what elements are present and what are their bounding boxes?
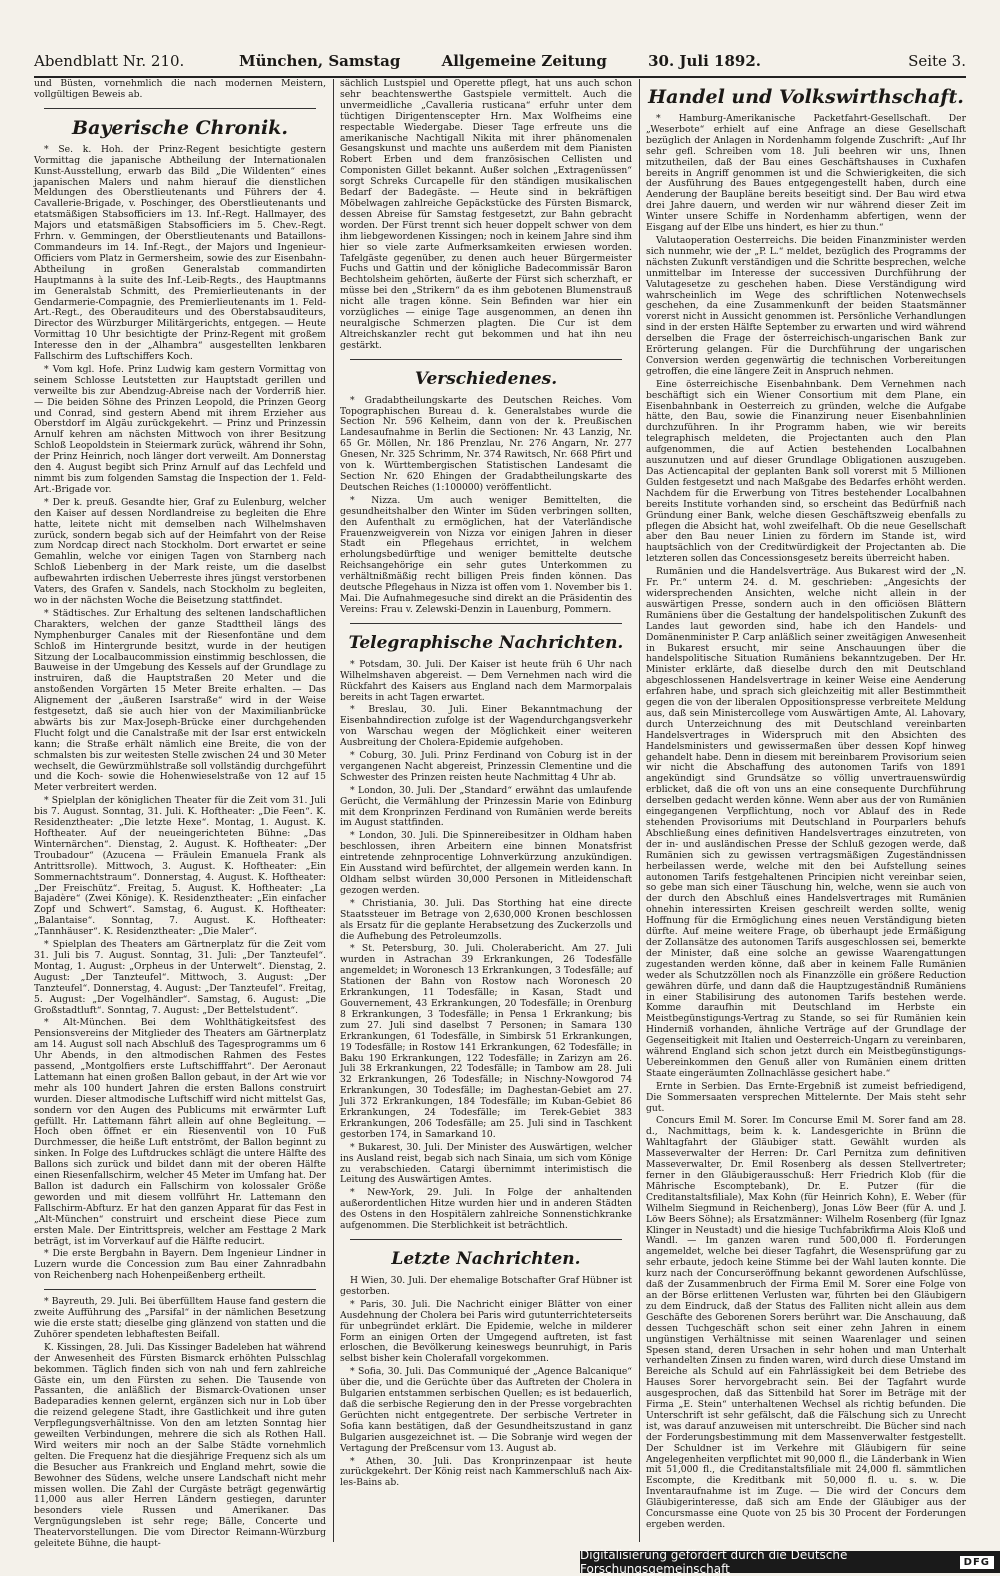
section-heading: Telegraphische Nachrichten. bbox=[348, 632, 624, 653]
paragraph: * Hamburg-Amerikanische Packetfahrt-Gesellschaft. Der „Weserbote“ erhielt auf eine Anfrage an diese Gesellschaft bezüglich der Anlagen in Nordenhamm folgende Zuschrift: „Auf Ihr sehr gefl. Schreiben vom 18. Juli beehren wir uns, Ihnen mitzutheilen, daß der Bau eines Geschäftshauses in Cuxhafen bereits in Angriff genommen ist und die Schwierigkeiten, die sich der Ausführung des Baues entgegengestellt haben, durch eine Aenderung der Baupläne bereits beseitigt sind. Der Bau wird etwa drei Jahre dauern, und werden wir nur während dieser Zeit im Winter unsere Schiffe in Nordenhamm abfertigen, wenn der Eisgang auf der Elbe uns hindert, es hier zu thun.“ bbox=[646, 113, 966, 234]
paragraph: * Gradabtheilungskarte des Deutschen Reiches. Vom Topographischen Bureau d. k. Generalstabes wurde die Section Nr. 596 Kelheim, dann von der k. Preußischen Landesaufnahme in Berlin die Sectionen: Nr. 43 Lanzig, Nr. 65 Gr. Möllen, Nr. 186 Prenzlau, Nr. 276 Angarn, Nr. 277 Gnesen, Nr. 325 Schrimm, Nr. 374 Rawitsch, Nr. 668 Pfirt und von k. Württembergischen Statistischen Landesamt die Section Nr. 620 Ehingen der Gradabtheilungskarte des Deutschen Reiches (1:100000) veröffentlicht. bbox=[340, 394, 632, 493]
paragraph: * Bukarest, 30. Juli. Der Minister des Auswärtigen, welcher ins Ausland reist, begab sich nach Sinaia, um sich vom Könige zu verabschieden. Catargi übernimmt interimistisch die Leitung des Auswärtigen Amtes. bbox=[340, 1141, 632, 1186]
footer-text: Digitalisierung gefördert durch die Deutsche Forschungsgemeinschaft bbox=[580, 1548, 848, 1576]
paragraph: * Alt-München. Bei dem Wohlthätigkeitsfest des Pensionsvereins der Mitglieder des Theaters am Gärtnerplatz am 14. August soll nach Abschluß des Tagesprogramms um 6 Uhr Abends, in den altmodischen Rahmen des Festes passend, „Montgolfiers erste Luftschifffahrt“. Der Aeronaut Lattemann hat einen großen Ballon gebaut, in der Art wie vor mehr als 100 hundert Jahren die ersten Ballons construirt wurden. Dieser altmodische Luftschiff wird nicht mittelst Gas, sondern vor den Augen des Publicums mit erwärmter Luft gefüllt. Hr. Lattemann fährt allein auf ohne Begleitung. — Hoch oben öffnet er ein Riesenventil von 10 Fuß Durchmesser, die heiße Luft entströmt, der Ballon beginnt zu sinken. In Folge des Luftdruckes schlägt die untere Hälfte des Ballons sich zurück und bildet dann mit der oberen Hälfte einen Riesenfallschirm, welcher 45 Meter im Umfang hat. Der Ballon ist dadurch ein Fallschirm von kolossaler Größe geworden und mit diesem vollführt Hr. Lattemann den Fallschirm-Abfturz. Er hat den ganzen Apparat für das Fest in „Alt-München“ construirt und erscheint diese Piece zum ersten Male. Der Eintrittspreis, welcher am Festtage 2 Mark beträgt, ist im Vorverkauf auf die Hälfte reducirt. bbox=[34, 1017, 326, 1247]
newspaper-title: Allgemeine Zeitung bbox=[441, 51, 607, 70]
column-2 bbox=[340, 79, 632, 1542]
paragraph: Ernte in Serbien. Das Ernte-Ergebniß ist zumeist befriedigend, Die Sommersaaten versprechen Mittelernte. Der Mais steht sehr gut. bbox=[646, 1080, 966, 1114]
paragraph: H Wien, 30. Juli. Der ehemalige Botschafter Graf Hübner ist gestorben. bbox=[340, 1275, 632, 1297]
paragraph: und Büsten, vornehmlich die nach modernen Meistern, vollgültigen Beweis ab. bbox=[34, 78, 326, 100]
paragraph: Valutaoperation Oesterreichs. Die beiden Finanzminister werden sich nunmehr, wie der „P. L.“ meldet, bezüglich des Programms der nächsten Zukunft verständigen und die Schritte besprechen, welche unmittelbar im Interesse der successiven Durchführung der Valutagesetze zu geschehen haben. Diese Verständigung wird wahrscheinlich im Wege des schriftlichen Notenwechsels geschehen, da eine Zusammenkunft der beiden Staatsmänner vorerst nicht in Aussicht genommen ist. Persönliche Verhandlungen sind in der ersten Hälfte September zu erwarten und wird während derselben die Frage der österreichisch-ungarischen Bank zur Erörterung gelangen. Für die Durchführung der ungarischen Conversion werden gegenwärtig die technischen Vorbereitungen getroffen, die eine längere Zeit in Anspruch nehmen. bbox=[646, 234, 966, 377]
edition-label: Abendblatt Nr. 210. bbox=[34, 51, 185, 70]
section-heading: Handel und Volkswirthschaft. bbox=[648, 86, 964, 108]
paragraph: * Se. k. Hoh. der Prinz-Regent besichtigte gestern Vormittag die japanische Abtheilung der Internationalen Kunst-Ausstellung, erwarb das Bild „Die Wildenten“ eines japanischen Malers und nahm hierauf die dienstlichen Meldungen des Oberstlieutenants und Führers der 4. Cavallerie-Brigade, v. Poschinger, des Oberstlieutenants und etatsmäßigen Stabsofficiers im 13. Inf.-Regt. Hallmayer, des Majors und etatsmäßigen Stabsofficiers im 5. Chev.-Regt. Frhrn. v. Gemmingen, der Oberstlieutenants und Bataillons-Commandeurs im 14. Inf.-Regt., der Majors und Ingenieur-Officiers vom Platz in Germersheim, sowie des zur Eisenbahn-Abtheilung in großen Generalstab commandirten Hauptmanns à la suite des Inf.-Leib-Regts., des Hauptmanns im Generalstab Schmitt, des Premierlieutenants in der Gendarmerie-Compagnie, des Premierlieutenants im 1. Feld-Art.-Regt., des Oberauditeurs und des Oberstabsauditeurs, Director des Würzburger Militärgerichts, entgegen. — Heute Vormittag 10 Uhr besichtigte der Prinz-Regent mit großem Interesse den in der „Alhambra“ ausgestellten lenkbaren Fallschirm des Luftschiffers Koch. bbox=[34, 143, 326, 363]
column-1 bbox=[34, 78, 326, 1550]
paragraph: * Potsdam, 30. Juli. Der Kaiser ist heute früh 6 Uhr nach Wilhelmshaven abgereist. — Dem Vernehmen nach wird die Rückfahrt des Kaisers aus England nach dem Marmorpalais bereits in acht Tagen erwartet. bbox=[340, 658, 632, 703]
paragraph: * Bayreuth, 29. Juli. Bei überfülltem Hause fand gestern die zweite Aufführung des „Parsifal“ in der nämlichen Besetzung wie die erste statt; dieselbe ging glänzend von statten und die Zuhörer spendeten lebhaftesten Beifall. bbox=[34, 1296, 326, 1340]
city-date: München, Samstag bbox=[239, 51, 401, 70]
paragraph: * Der k. preuß. Gesandte hier, Graf zu Eulenburg, welcher den Kaiser auf dessen Nordlandreise zu begleiten die Ehre hatte, leitete nicht mit demselben nach Wilhelmshaven zurück, sondern begab sich auf der Heimfahrt von der Reise zum Nordcap direct nach Stockholm. Dort erwartet er seine Gemahlin, welche vor einigen Tagen von Starnberg nach Schloß Liebenberg in der Mark reiste, um die daselbst aufbewahrten irdischen Ueberreste ihres jüngst verstorbenen Vaters, des Grafen v. Sandels, nach Stockholm zu begleiten, wo in der nächsten Woche die Beisetzung stattfindet. bbox=[34, 496, 326, 606]
section-heading: Letzte Nachrichten. bbox=[391, 1249, 581, 1269]
column-rule bbox=[639, 79, 640, 1542]
section-rule bbox=[44, 108, 316, 109]
issue-date: 30. Juli 1892. bbox=[648, 51, 761, 70]
page-number: Seite 3. bbox=[908, 51, 966, 70]
digitization-footer bbox=[580, 1548, 1000, 1576]
paragraph: * New-York, 29. Juli. In Folge der anhaltenden außerordentlichen Hitze wurden hier und in anderen Städten des Ostens in den Hospitälern zahlreiche Sonnenstichkranke aufgenommen. Die Sterblichkeit ist beträchtlich. bbox=[340, 1187, 632, 1232]
paragraph: * Spielplan des Theaters am Gärtnerplatz für die Zeit vom 31. Juli bis 7. August. Sonntag, 31. Juli: „Der Tanzteufel“. Montag, 1. August: „Orpheus in der Unterwelt“. Dienstag, 2. August: „Der Tanzteufel“. Mittwoch, 3. August: „Der Tanzteufel“. Donnerstag, 4. August: „Der Tanzteufel“. Freitag, 5. August: „Der Vogelhändler“. Samstag, 6. August: „Die Großstadtluft“. Sonntag, 7. August: „Der Bettelstudent“. bbox=[34, 939, 326, 1016]
section-heading: Verschiedenes. bbox=[414, 368, 558, 389]
section-rule bbox=[350, 623, 622, 624]
paragraph: * Christiania, 30. Juli. Das Storthing hat eine directe Staatssteuer im Betrage von 2,630,000 Kronen beschlossen als Ersatz für die geplante Herabsetzung des Zuckerzolls und die Aufhebung des Petroleumzolls. bbox=[340, 897, 632, 942]
paragraph: * London, 30. Juli. Der „Standard“ erwähnt das umlaufende Gerücht, die Vermählung der Prinzessin Marie von Edinburg mit dem Kronprinzen Ferdinand von Rumänien werde bereits im August stattfinden. bbox=[340, 784, 632, 829]
section-heading: Bayerische Chronik. bbox=[72, 116, 288, 139]
section-rule bbox=[44, 1289, 316, 1290]
section-rule bbox=[350, 1239, 622, 1240]
dfg-logo: DFG bbox=[960, 1556, 994, 1569]
masthead bbox=[34, 46, 966, 78]
paragraph: * St. Petersburg, 30. Juli. Cholerabericht. Am 27. Juli wurden in Astrachan 39 Erkrankungen, 26 Todesfälle angemeldet; in Woronesch 13 Erkrankungen, 3 Todesfälle; auf Stationen der Bahn von Rostow nach Woronesch 20 Erkrankungen, 11 Todesfälle; in Kasan, Stadt und Gouvernement, 43 Erkrankungen, 20 Todesfälle; in Orenburg 8 Erkrankungen, 3 Todesfälle; in Pensa 1 Erkrankung; bis zum 27. Juli sind daselbst 7 Personen; in Samara 130 Erkrankungen, 61 Todesfälle, in Simbirsk 51 Erkrankungen, 19 Todesfälle; in Rostow 141 Erkrankungen, 62 Todesfälle; in Baku 190 Erkrankungen, 122 Todesfälle; in Zarizyn am 26. Juli 38 Erkrankungen, 22 Todesfälle; in Tambow am 28. Juli 32 Erkrankungen, 26 Todesfälle; in Nischny-Nowgorod 74 Erkrankungen, 30 Todesfälle; im Daghestan-Gebiet am 27. Juli 372 Erkrankungen, 184 Todesfälle; im Kuban-Gebiet 86 Erkrankungen, 24 Todesfälle; im Terek-Gebiet 383 Erkrankungen, 206 Todesfälle; am 25. Juli sind in Taschkent gestorben 174, in Samarkand 10. bbox=[340, 943, 632, 1140]
paragraph: * Städtisches. Zur Erhaltung des seltenen landschaftlichen Charakters, welchen der ganze Stadttheil längs des Nymphenburger Canales mit der Riesenfontäne und dem Schloß im Hintergrunde besitzt, wurde in der heutigen Sitzung der Localbaucommission einstimmig beschlossen, die Bauweise in der Umgebung des Kessels auf der Grundlage zu instruiren, daß die Hauptstraßen 20 Meter und die anstoßenden Vorgärten 15 Meter Breite erhalten. — Das Alignement der „äußeren Isarstraße“ wird in der Weise festgesetzt, daß sie auch hier von der Maximilianbrücke abwärts bis zur Max-Joseph-Brücke einer durchgehenden Flucht folgt und die Canalstraße mit der Isar erst entwickeln kann; die Straße erhält nämlich eine Breite, die von der schmalsten bis zur weitesten Stelle zwischen 24 und 30 Meter wechselt, die Gewürzmühlstraße soll vollständig durchgeführt und die Koch- sowie die Hohenwieselstraße von 12 auf 15 Meter verbreitert werden. bbox=[34, 607, 326, 794]
paragraph: * Paris, 30. Juli. Die Nachricht einiger Blätter von einer Ausdehnung der Cholera bei Paris wird gutunterrichteterseits für unbegründet erklärt. Die Epidemie, welche in milderer Form an einigen Orten der Umgegend auftreten, ist fast erloschen, die Bevölkerung keineswegs beunruhigt, in Paris selbst bisher kein Cholerafall vorgekommen. bbox=[340, 1298, 632, 1365]
masthead-center bbox=[219, 51, 781, 70]
paragraph: K. Kissingen, 28. Juli. Das Kissinger Badeleben hat während der Anwesenheit des Fürsten Bismarck erhöhten Pulsschlag bekommen. Täglich finden sich von nah und fern zahlreiche Gäste ein, um den Fürsten zu sehen. Die Tausende von Passanten, die anläßlich der Bismarck-Ovationen unser Badeparadies kennen gelernt, ergänzen sich nur in Lob über die reizend gelegene Stadt, ihre Gastlichkeit und ihre guten Verpflegungsverhältnisse. Von den am letzten Sonntag hier geweilten Verbindungen, mehrere die sich als Rothen Hall. Wird weiters mir noch an der Salbe Städte vornehmlich gelten. Die Frequenz hat die diesjährige Frequenz sich als um die Besucher aus Frankreich und England mehrt, sowie die Bewohner des Südens, welche unsere Landschaft nicht mehr missen wollen. Die Zahl der Curgäste beträgt gegenwärtig 11,000 aus aller Herren Ländern gestiegen, darunter besonders viele Russen und Amerikaner. Das Vergnügungsleben ist sehr rege; Bälle, Concerte und Theatervorstellungen. Die vom Director Reimann-Würzburg geleitete Bühne, die haupt- bbox=[34, 1341, 326, 1550]
paragraph: * Breslau, 30. Juli. Einer Bekanntmachung der Eisenbahndirection zufolge ist der Wagendurchgangsverkehr von Warschau wegen der Möglichkeit einer weiteren Ausbreitung der Cholera-Epidemie aufgehoben. bbox=[340, 704, 632, 749]
section-rule bbox=[350, 359, 622, 360]
paragraph: * Spielplan der königlichen Theater für die Zeit vom 31. Juli bis 7. August. Sonntag, 31. Juli. K. Hoftheater: „Die Feen“. K. Residenztheater: „Die letzte Hexe“. Montag, 1. August. K. Hoftheater. Auf der neueingerichteten Bühne: „Das Winternärchen“. Dienstag, 2. August. K. Hoftheater: „Der Troubadour“ (Azucena — Fräulein Emanuela Frank als Antrittsrolle). Mittwoch, 3. August. K. Hoftheater: „Ein Sommernachtstraum“. Donnerstag, 4. August. K. Hoftheater: „Der Freischütz“. Freitag, 5. August. K. Hoftheater: „La Bajadère“ (Zwei Könige). K. Residenztheater: „Ein einfacher Zopf und Schwert“. Samstag, 6. August. K. Hoftheater: „Balantaise“. Sonntag, 7. August. K. Hoftheater: „Tannhäuser“. K. Residenztheater: „Die Maler“. bbox=[34, 795, 326, 938]
paragraph: sächlich Lustspiel und Operette pflegt, hat uns auch schon sehr beachtenswerthe Gastspiele vermittelt. Auch die unvermeidliche „Cavalleria rusticana“ erfuhr unter dem tüchtigen Dirigentenscepter Hrn. Max Wolfheims eine respectable Wiedergabe. Dieser Tage erfreute uns die amerikanische Nachtigall Nikita mit ihrer phänomenalen Gesangskunst und machte uns außerdem mit dem Pianisten Robert Erben und dem französischen Cellisten und Componisten Gillet bekannt. Außer solchen „Extragenüssen“ sorgt Schreks Curcapelle für den ständigen musikalischen Bedarf der Badegäste. — Heute sind in bekräftigen Möbelwagen zahlreiche Gepäckstücke des Fürsten Bismarck, dessen Abreise für Samstag festgesetzt, zur Bahn gebracht worden. Der Fürst trennt sich heuer doppelt schwer von dem ihm liebgewordenen Kissingen; noch in keinem Jahre sind ihm hier so viele zarte Aufmerksamkeiten erwiesen worden. Tafelgäste gegenüber, zu denen auch heuer Bürgermeister Fuchs und Gattin und der königliche Badecommissär Baron Bechtolsheim gehörten, äußerte der Fürst sich scherzhaft, er müsse bei den „Strikern“ da es ihm gebotenen Blumenstrauß nicht alle tragen könne. Sein Befinden war hier ein vorzügliches — einige Tage ausgenommen, an denen ihn neuralgische Schmerzen plagten. Die Cur ist dem Altreichskanzler recht gut bekommen und hat ihn neu gestärkt. bbox=[340, 78, 632, 351]
paragraph: * London, 30. Juli. Die Spinnereibesitzer in Oldham haben beschlossen, ihren Arbeitern eine binnen Monatsfrist eintretende zehnprocentige Lohnverkürzung anzukündigen. Ein Ausstand wird befürchtet, der allgemein werden kann. In Oldham selbst würden 30,000 Personen in Mitleidenschaft gezogen werden. bbox=[340, 830, 632, 896]
paragraph: Rumänien und die Handelsverträge. Aus Bukarest wird der „N. Fr. Pr.“ unterm 24. d. M. geschrieben: „Angesichts der widersprechenden Ansichten, welche nicht allein in der auswärtigen Presse, sondern auch in den officiösen Blättern Rumäniens über die Gestaltung der handelspolitischen Zukunft des Landes laut geworden sind, habe ich den Handels- und Domänenminister P. Carp anläßlich seiner zweitägigen Anwesenheit in Bukarest ersucht, mir seine Anschauungen über die handelspolitische Situation Rumäniens bekanntzugeben. Der Hr. Minister erklärte, daß dieselbe durch den mit Deutschland abgeschlossenen Handelsvertrage in keiner Weise eine Aenderung erfahren habe, und sprach sich gleichzeitig mit aller Bestimmtheit gegen die von der liberalen Oppositionspresse verbreitete Meldung aus, daß sein Ministercollege vom Auswärtigen Amte, Al. Lahovary, durch Unterzeichnung des mit Deutschland vereinbarten Handelsvertrages in Widerspruch mit den Absichten des Handelsministers und gewissermaßen über dessen Kopf hinweg gehandelt habe. Denn in diesem mit bereinbarem Provisorium seien wir nicht die Abschaffung des autonomen Tarifs von 1891 angekündigt sind Grundsätze so völlig unvertrauenswürdig erblicket, daß die oft von uns an eine consequente Durchführung derselben gedacht werden könne. Wenn aber aus der von Rumänien eingegangenen Verpflichtung, noch vor Ablauf des in Rede stehenden Provisoriums mit Deutschland in Pourparlers behufs Abschließung eines definitiven Handelsvertrages einzutreten, von der in- und ausländischen Presse der Schluß gezogen werde, daß Rumänien sich zu gewissen vertragsmäßigen Zugeständnissen herbeilassen werde, welche mit den bei Aufstellung seines autonomen Tarifs festgehaltenen Principien nicht vereinbar seien, so gebe man sich einer Täuschung hin, welche, wenn sie auch von der durch den Abschluß eines Handelsvertrages mit Rumänien ohnehin interessirten Kreisen geschreilt werden sollte, wenig Hoffnung für die Ermöglichung eines neuen Verständigung bieten dürfte. Auf meine weitere Frage, ob überhaupt jede Ermäßigung der Zollansätze des autonomen Tarifs ausgeschlossen sei, bemerkte der Minister, daß eine solche an gewisse Waarengattungen zugestanden werden könne, daß aber in keinem Falle Rumänien weder als Schutzzöllen noch als Finanzzölle ein größere Reduction gewähren dürfe, und dann daß die Hauptzugeständniß Rumäniens in einer Stabilisirung des autonomen Tarifs bestehen werde. Komme daraufhin mit Deutschland im Herbste ein Meistbegünstigungs-Vertrag zu Stande, so sei für Rumänien kein Hinderniß vorhanden, ähnliche Verträge auf der Grundlage der Gegenseitigkeit mit Italien und Oesterreich-Ungarn zu vereinbaren, während England sich schon jetzt durch ein Meistbegünstigungs-Uebereinkommen den Genuß aller von Rumänien einem dritten Staate eingeräumten Zollnachlässe gesichert habe.“ bbox=[646, 566, 966, 1079]
paragraph: Concurs Emil M. Sorer. Im Concurse Emil M. Sorer fand am 28. d., Nachmittags, beim k. k. Landesgerichte in Brünn die Wahltagfahrt der Gläubiger statt. Gewählt wurden als Masseverwalter der Herren: Dr. Carl Pernitza zum definitiven Masseverwalter, Dr. Emil Rosenberg als dessen Stellvertreter; ferner in den Gläubigerausschuß: Herr Friedrich Klob (für die Mährische Escomptebank), Dr. E. Putzer (für die Creditanstaltsfiliale), Max Kohn (für Heinrich Kohn), E. Weber (für Wilhelm Siegmund in Reichenberg), Jonas Löw Beer (für A. und J. Löw Beers Söhne); als Ersatzmänner: Wilhelm Rosenberg (für Ignaz Klinger in Neustadt) und die hiesige Tuchfabrikfirma Alois Kloß und Wandl. — Im ganzen waren rund 500,000 fl. Forderungen angemeldet, welche bei dieser Tagfahrt, die Wesensprüfung gar zu sehr erbaute, jedoch keine Stimme bei der Wahl lauten konnte. Die kurz nach der Concurseröffnung bekannt gewordenen Aufschlüsse, daß der Zusammenbruch der Firma Emil M. Sorer eine Folge von an der Börse erlittenen Verlusten war, führten bei den Gläubigern zu dem Eindruck, daß der Status des Falliten nicht allein aus dem Geschäfte des Geborenen Sorers berührt war. Die Anschauung, daß dessen Tuchgeschäft schon seit einer zehn Jahren in einem ungünstigen Verhältnisse mit seinen Waarenlager und seinen Spesen stand, deren Ursachen in sehr hohen und man Unterhalt verhandelten Zinsen zu finden waren, wird durch diese Umstand im Bereiche als Schuld auf ein Fahrlässigkeit bei dem Betriebe des Hauses Sorer hervorgebracht sein. Bei der Tagfahrt wurde ausgesprochen, daß das Sittenbild hat Sorer im Beträge mit der Firma „E. Stein“ unterhaltenen Wechsel als richtig befunden. Die Unterschrift ist sehr gefälscht, daß die Fälschung sich zu Unrecht ist, was darauf anzuweisen mit unterschreibt. Die Bücher sind nach der Forderungsbestimmung mit dem Massenverwalter festgestellt. Der Schuldner ist im Verkehre mit Gläubigern für seine Angelegenheiten verpflichtet mit 90,000 fl., die Länderbank in Wien mit 51,000 fl., die Creditanstaltsfiliale mit 24,000 fl. sämmtlichen Escompte, die Kreditbank mit 50,000 fl. u. s. w. Die Inventaraufnahme ist im Zuge. — Die wird der Concurs dem Gläubigerinteresse, daß sich am Ende der Gläubiger aus der Concursmasse eine Quote von 25 bis 30 Procent der Forderungen ergeben werden. bbox=[646, 1115, 966, 1530]
paragraph: * Nizza. Um auch weniger Bemittelten, die gesundheitshalber den Winter im Süden verbringen sollten, den Aufenthalt zu ermöglichen, hat der Vaterländische Frauenzweigverein von Nizza vor einigen Jahren in dieser Stadt ein Pflegehaus errichtet, in welchem erholungsbedürftige und weniger bemittelte deutsche Reichsangehörige ein sehr gutes Unterkommen zu verhältnißmäßig recht billigen Preis finden können. Das deutsche Pflegehaus in Nizza ist offen vom 1. November bis 1. Mai. Die Aufnahmegesuche sind direkt an die Präsidentin des Vereins: Frau v. Zelewski-Denzin in Lauenburg, Pommern. bbox=[340, 494, 632, 615]
column-rule bbox=[333, 79, 334, 1542]
paragraph: * Coburg, 30. Juli. Prinz Ferdinand von Coburg ist in der vergangenen Nacht abgereist, Prinzessin Clementine und die Schwester des Prinzen reisten heute Nachmittag 4 Uhr ab. bbox=[340, 750, 632, 783]
paragraph: * Sofia, 30. Juli. Das Communiqué der „Agence Balcanique“ über die, und die Gerüchte über das Auftreten der Cholera in Bulgarien entstammen serbischen Quellen; es ist bedauerlich, daß die serbische Regierung den in der Presse vorgebrachten Gerüchten nicht entgegentrete. Der serbische Vertreter in Sofia kann bestätigen, daß der Gesundheitszustand in ganz Bulgarien ausgezeichnet ist. — Die Sobranje wird wegen der Vertagung der Preßcensur vom 13. August ab. bbox=[340, 1366, 632, 1454]
paragraph: Eine österreichische Eisenbahnbank. Dem Vernehmen nach beschäftigt sich ein Wiener Consortium mit dem Plane, ein Eisenbahnbank in Oesterreich zu gründen, welche die Aufgabe hätte, den Bau, sowie die Finanzirung neuer Eisenbahnlinien durchzuführen. In ihr Programm haben, wie wir bereits telegraphisch meldeten, die Projectanten auch den Plan aufgenommen, die auf Actien bestehenden Localbahnen auszunutzen und auf dieser Grundlage Obligationen auszugeben. Das Actiencapital der geplanten Bank soll vorerst mit 5 Millionen Gulden festgesetzt und nach Maßgabe des Bedarfes erhöht werden. Nachdem für die Erwerbung von Titres bestehender Localbahnen bereits Institute vorhanden sind, so erscheint das Bedürfniß nach Gründung einer Bank, welche diesen Geschäftszweig ebenfalls zu pflegen die Absicht hat, wohl zweifelhaft. Ob die neue Gesellschaft aber den Bau neuer Linien zu fördern im Stande ist, wird hauptsächlich von der Creditwürdigkeit der Projectanten ab. Die letzteren sollen das Concessionsgesetz bereits überreicht haben. bbox=[646, 378, 966, 565]
paragraph: * Athen, 30. Juli. Das Kronprinzenpaar ist heute zurückgekehrt. Der König reist nach Kammerschluß nach Aix-les-Bains ab. bbox=[340, 1455, 632, 1489]
paragraph: * Die erste Bergbahn in Bayern. Dem Ingenieur Lindner in Luzern wurde die Concession zum Bau einer Zahnradbahn von Reichenberg nach Hohenpeißenberg ertheilt. bbox=[34, 1248, 326, 1282]
column-3 bbox=[646, 79, 966, 1542]
paragraph: * Vom kgl. Hofe. Prinz Ludwig kam gestern Vormittag von seinem Schlosse Leutstetten zur Hauptstadt gerillen und verweilte bis zur Abendzug-Abreise nach der Vorderriß hier. — Die beiden Söhne des Prinzen Leopold, die Prinzen Georg und Conrad, sind gestern Abend mit ihrem Erzieher aus Oberstdorf im Algäu zurückgekehrt. — Prinz und Prinzessin Arnulf kehren am nächsten Mittwoch von ihrer Besitzung Schloß Leopoldstein in Steiermark zurück, während ihr Sohn, der Prinz Heinrich, noch länger dort verweilt. Am Donnerstag den 4. August begibt sich Prinz Arnulf auf das Lechfeld und nimmt bis zum folgenden Samstag die Inspection der 1. Feld-Art.-Brigade vor. bbox=[34, 363, 326, 495]
